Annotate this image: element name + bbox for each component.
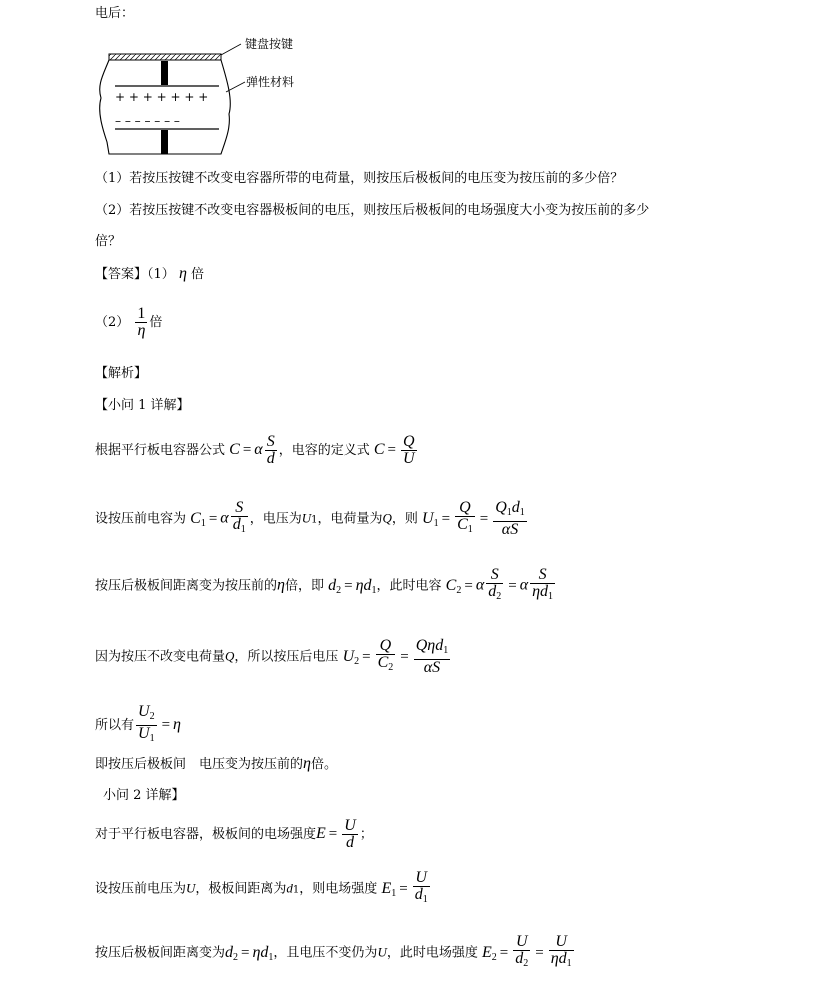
- formula-line-9: 按压后极板间距离变为$d_2 = \eta d_1$，且电压不变仍为U，此时电场强度 $E_2$ = $\frac{U}{d_2}$ = $\frac{U}{\eta d_1}$: [95, 933, 572, 969]
- answer-1: 【答案】（1） η 倍: [95, 265, 205, 282]
- top-post: [161, 61, 168, 85]
- formula-line-4: 因为按压不改变电荷量Q，所以按压后电压 $U_2$ = $\frac{Q}{C_2}$ = $\frac{Q\eta d_1}{\alpha S}$: [95, 637, 449, 676]
- label-key: 键盘按键: [245, 37, 294, 51]
- formula-line-1: 根据平行板电容器公式 C = α $\frac{S}{d}$ ，电容的定义式 C = $\frac{Q}{U}$: [95, 433, 415, 467]
- subquestion-1-heading: 【小问 1 详解】: [95, 398, 190, 413]
- question-1: （1）若按压按键不改变电容器所带的电荷量，则按压后极板间的电压变为按压前的多少倍？: [95, 171, 624, 186]
- key-cap: [109, 54, 221, 60]
- label-material: 弹性材料: [246, 75, 295, 89]
- question-2-cont: 倍？: [95, 234, 122, 249]
- intro-text: 电后：: [95, 6, 135, 21]
- formula-line-5: 所以有 $\frac{U_2}{U_1}$ = η: [95, 703, 181, 744]
- formula-line-8: 设按压前电压为U，极板间距离为d1，则电场强度 $E_1$ = $\frac{U}{d_1}$: [95, 869, 428, 905]
- subquestion-2-heading: 小问 2 详解】: [103, 788, 185, 803]
- formula-line-2: 设按压前电容为 $C_1 = \alpha$ $\frac{S}{d_1}$ ，电压为U1，电荷量为Q，则 $U_1$ = $\frac{Q}{C_1}$ = $\frac{Q_1d_1}{\alpha S}$: [95, 499, 525, 538]
- formula-line-3: 按压后极板间距离变为按压前的η倍，即 $d_2 = \eta d_1$，此时电容 $C_2 = \alpha$ $\frac{S}{d_2}$ = α $\frac{S}{\eta d_1}$: [95, 566, 554, 602]
- answer-2: （2） $\frac{1}{\eta}$ 倍: [95, 305, 163, 339]
- analysis-heading: 【解析】: [95, 366, 148, 381]
- plus-charges: + + + + + + +: [115, 90, 209, 104]
- formula-line-7: 对于平行板电容器，极板间的电场强度E = $\frac{U}{d}$ ；: [95, 817, 373, 851]
- keyboard-capacitor-figure: [95, 30, 345, 160]
- minus-charges: – – – – – – –: [115, 114, 180, 128]
- leader-key: [221, 44, 241, 55]
- conclusion-1: 即按压后极板间 电压变为按压前的η倍。: [95, 755, 337, 772]
- bottom-post: [161, 130, 168, 154]
- answer-label: 【答案】: [95, 267, 148, 282]
- question-2: （2）若按压按键不改变电容器极板间的电压，则按压后极板间的电场强度大小变为按压前的多少: [95, 203, 650, 218]
